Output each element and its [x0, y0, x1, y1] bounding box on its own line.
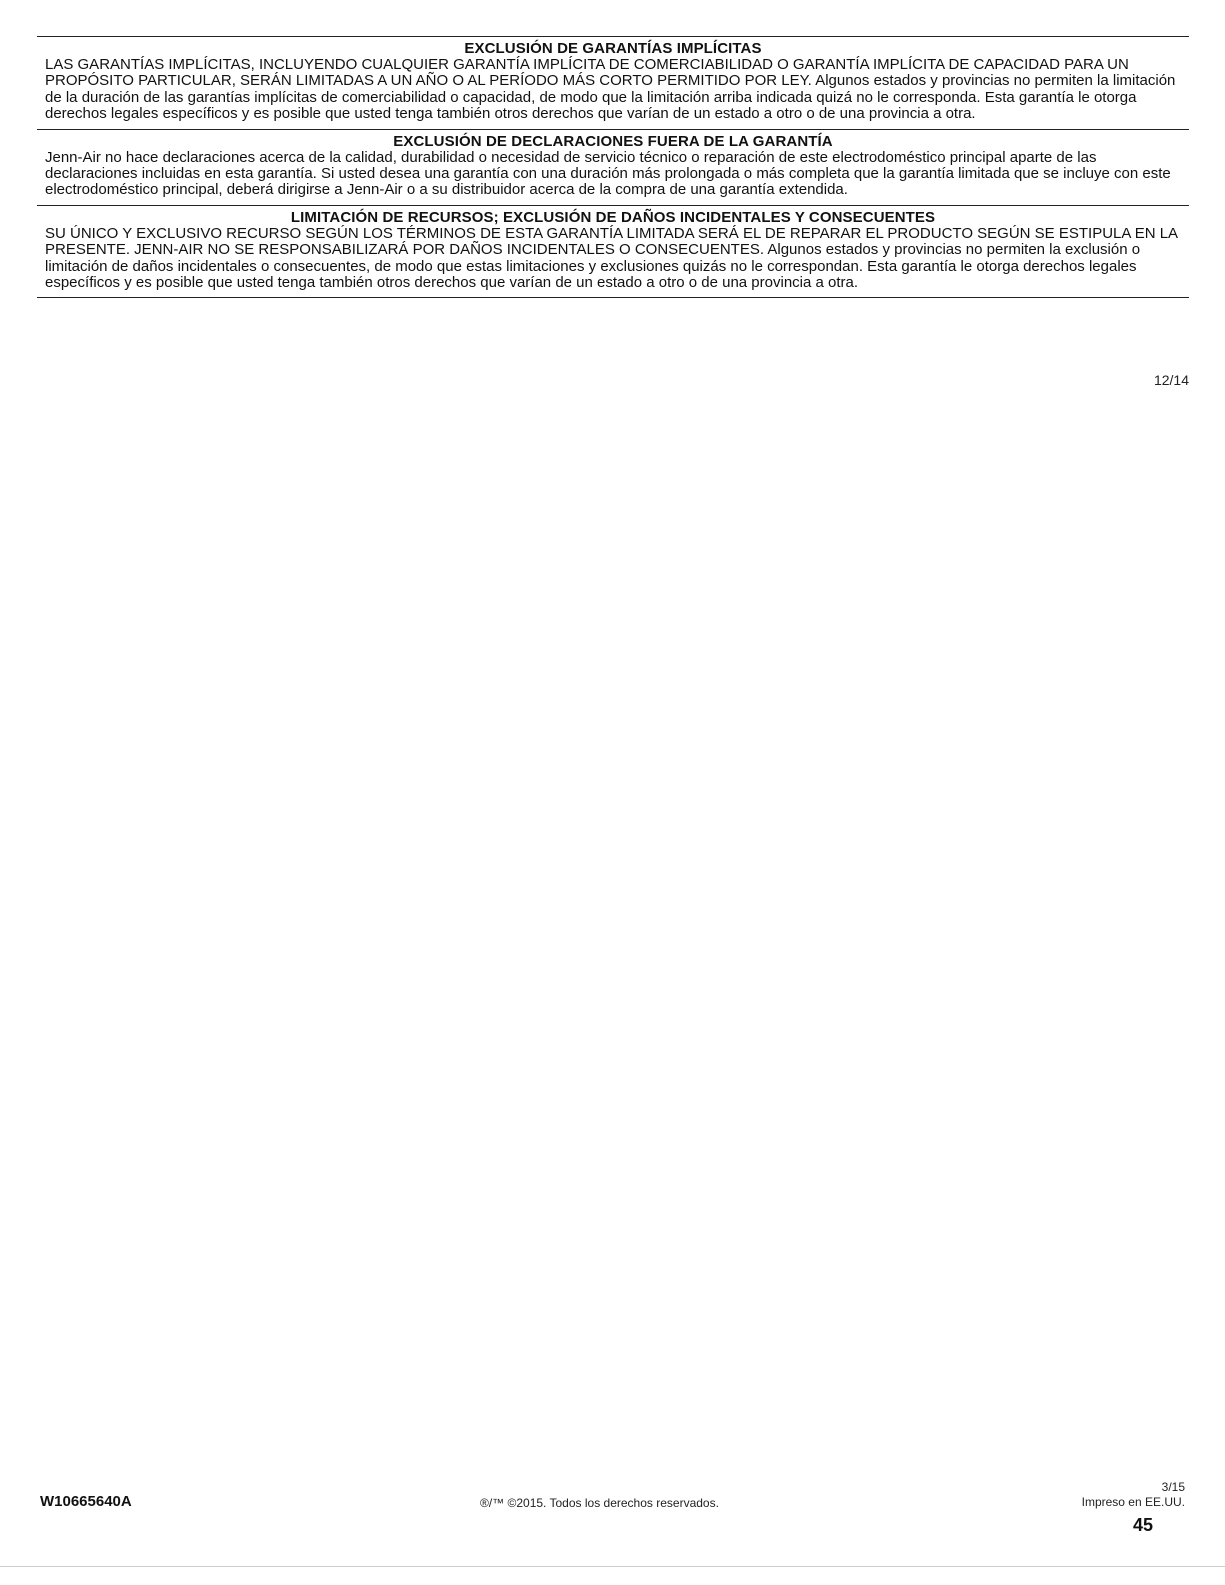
- section-title: LIMITACIÓN DE RECURSOS; EXCLUSIÓN DE DAÑOS INCIDENTALES Y CONSECUENTES: [290, 208, 936, 226]
- section-body: Jenn-Air no hace declaraciones acerca de la calidad, durabilidad o necesidad de servicio técnico o reparación de este electrodoméstico principal aparte de las declaraciones incluidas en esta garantía. Si usted desea una garantía con una duración más prolongada o más completa que la garantía limitada que se incluye con este electrodoméstico principal, deberá dirigirse a Jenn-Air o a su distribuidor acerca de la compra de una garantía extendida.: [45, 148, 1171, 199]
- print-date: 3/15: [1161, 1480, 1185, 1494]
- section-title: EXCLUSIÓN DE GARANTÍAS IMPLÍCITAS: [464, 40, 762, 57]
- remedies-limitation-section: [37, 205, 1189, 299]
- copyright-notice: ®/™ ©2015. Todos los derechos reservados.: [480, 1496, 719, 1510]
- bottom-divider: [0, 1566, 1225, 1567]
- page-number: 45: [1132, 1515, 1153, 1535]
- revision-date: 12/14: [1153, 372, 1189, 388]
- implied-warranty-exclusion-section: [37, 36, 1189, 129]
- section-body: LAS GARANTÍAS IMPLÍCITAS, INCLUYENDO CUALQUIER GARANTÍA IMPLÍCITA DE COMERCIABILIDAD O GARANTÍA IMPLÍCITA DE CAPACIDAD PARA UN PROPÓSITO PARTICULAR, SERÁN LIMITADAS A UN AÑO O AL PERÍODO MÁS CORTO PERMITIDO POR LEY. Algunos estados y provincias no permiten la limitación de la duración de las garantías implícitas de comerciabilidad o capacidad, de modo que la limitación arriba indicada quizá no le corresponda. Esta garantía le otorga derechos legales específicos y es posible que usted tenga también otros derechos que varían de un estado a otro o de una provincia a otra.: [45, 56, 1176, 123]
- document-number: W10665640A: [40, 1493, 132, 1510]
- declarations-exclusion-section: [37, 129, 1189, 205]
- section-body: SU ÚNICO Y EXCLUSIVO RECURSO SEGÚN LOS TÉRMINOS DE ESTA GARANTÍA LIMITADA SERÁ EL DE REPARAR EL PRODUCTO SEGÚN SE ESTIPULA EN LA PRESENTE. JENN-AIR NO SE RESPONSABILIZARÁ POR DAÑOS INCIDENTALES O CONSECUENTES. Algunos estados y provincias no permiten la exclusión o limitación de daños incidentales o consecuentes, de modo que estas limitaciones y exclusiones quizás no le correspondan. Esta garantía le otorga derechos legales específicos y es posible que usted tenga también otros derechos que varían de un estado a otro o de una provincia a otra.: [45, 224, 1178, 292]
- warranty-content: [37, 36, 1189, 298]
- section-title: EXCLUSIÓN DE DECLARACIONES FUERA DE LA GARANTÍA: [393, 132, 833, 150]
- printed-in-notice: Impreso en EE.UU.: [1081, 1495, 1185, 1509]
